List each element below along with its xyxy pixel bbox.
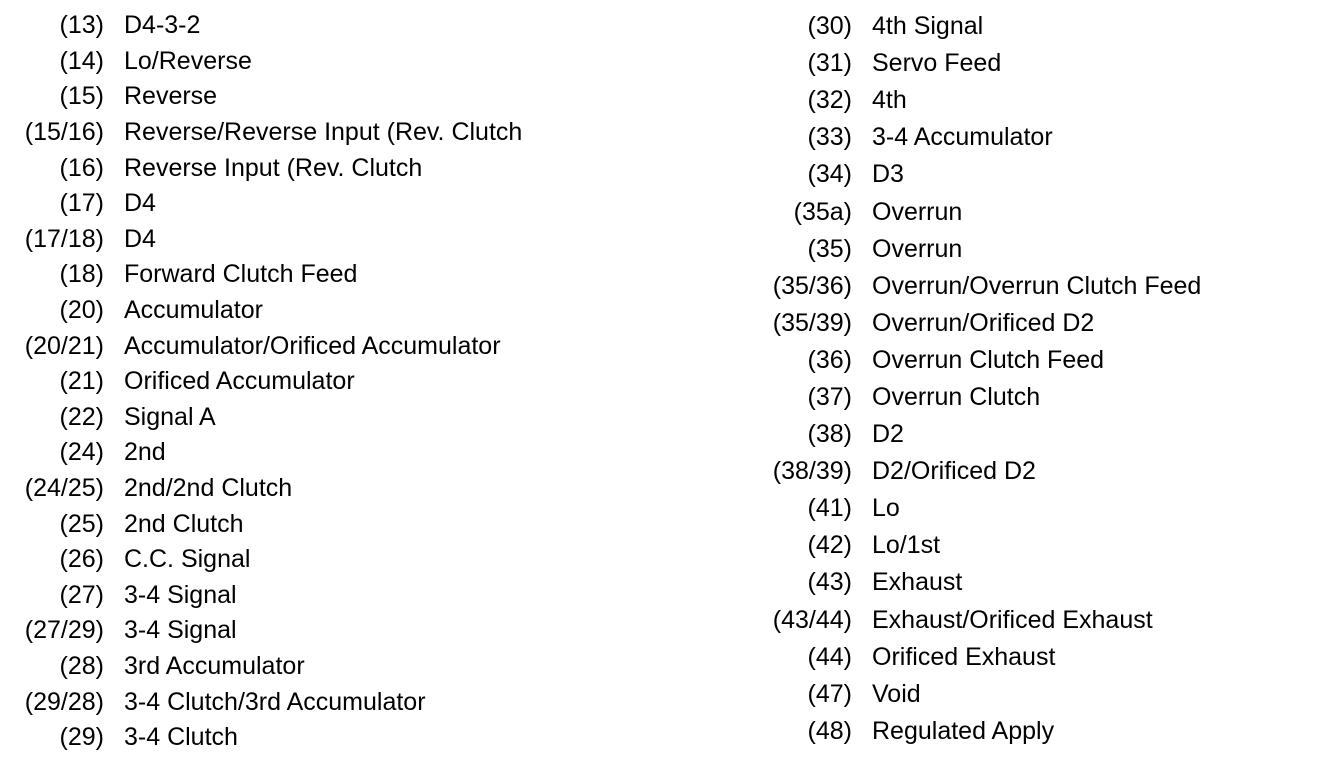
legend-code: (26): [59, 545, 104, 574]
legend-code: (17): [59, 189, 104, 218]
legend-code: (44): [807, 642, 852, 671]
legend-code: (21): [59, 367, 104, 396]
legend-row: [748, 156, 1328, 193]
legend-code: (24/25): [24, 474, 104, 503]
legend-row: [748, 564, 1328, 601]
legend-code: (35/39): [772, 308, 852, 337]
legend-code: (37): [807, 382, 852, 411]
legend-row: [748, 379, 1328, 416]
legend-label: Orificed Accumulator: [124, 367, 355, 396]
legend-label: 3-4 Clutch/3rd Accumulator: [124, 687, 426, 716]
legend-label: Forward Clutch Feed: [124, 260, 358, 289]
legend-row: [748, 8, 1328, 45]
legend-row: [0, 222, 640, 258]
legend-row: [748, 416, 1328, 453]
legend-row: [0, 293, 640, 329]
legend-code: (47): [807, 679, 852, 708]
legend-row: [748, 527, 1328, 564]
legend-label: 2nd Clutch: [124, 509, 244, 538]
legend-code: (16): [59, 153, 104, 182]
legend-code: (35): [807, 234, 852, 263]
legend-row: [748, 82, 1328, 119]
legend-code: (29): [59, 723, 104, 752]
legend-label: 3-4 Signal: [124, 616, 237, 645]
legend-code: (36): [807, 345, 852, 374]
legend-row: [0, 186, 640, 222]
legend-label: Reverse/Reverse Input (Rev. Clutch: [124, 118, 523, 147]
legend-code: (41): [807, 494, 852, 523]
legend-row: [748, 45, 1328, 82]
legend-row: [0, 578, 640, 614]
legend-label: 3-4 Accumulator: [872, 123, 1053, 152]
legend-code: (15): [59, 82, 104, 111]
legend-row: [0, 328, 640, 364]
legend-row: [748, 231, 1328, 268]
legend-label: 2nd/2nd Clutch: [124, 474, 293, 503]
legend-code: (42): [807, 531, 852, 560]
legend-label: Reverse: [124, 82, 218, 111]
legend-code: (20): [59, 296, 104, 325]
legend-row: [0, 542, 640, 578]
legend-label: Exhaust: [872, 568, 963, 597]
legend-row: [0, 613, 640, 649]
legend-row: [0, 471, 640, 507]
legend-label: Overrun/Overrun Clutch Feed: [872, 271, 1202, 300]
legend-row: [0, 435, 640, 471]
legend-label: C.C. Signal: [124, 545, 251, 574]
legend-label: D2/Orificed D2: [872, 457, 1036, 486]
legend-label: Lo/1st: [872, 531, 941, 560]
legend-row: [0, 400, 640, 436]
legend-row: [0, 79, 640, 115]
legend-row: [0, 257, 640, 293]
legend-row: [748, 193, 1328, 230]
legend-label: Regulated Apply: [872, 716, 1055, 745]
legend-label: Servo Feed: [872, 49, 1002, 78]
legend-label: 3-4 Signal: [124, 580, 237, 609]
legend-code: (33): [807, 123, 852, 152]
legend-row: [748, 639, 1328, 676]
legend-row: [0, 8, 640, 44]
legend-row: [748, 342, 1328, 379]
legend-label: 3-4 Clutch: [124, 723, 238, 752]
legend-code: (14): [59, 46, 104, 75]
legend-label: 3rd Accumulator: [124, 651, 305, 680]
legend-code: (27/29): [24, 616, 104, 645]
legend-code: (32): [807, 86, 852, 115]
legend-code: (25): [59, 509, 104, 538]
legend-code: (43/44): [772, 605, 852, 634]
legend-row: [0, 720, 640, 756]
legend-label: Exhaust/Orificed Exhaust: [872, 605, 1153, 634]
legend-label: D4: [124, 189, 156, 218]
legend-code: (31): [807, 49, 852, 78]
legend-row: [0, 506, 640, 542]
legend-row: [748, 490, 1328, 527]
legend-code: (48): [807, 716, 852, 745]
legend-label: Accumulator/Orificed Accumulator: [124, 331, 501, 360]
legend-row: [748, 676, 1328, 713]
legend-label: Overrun/Orificed D2: [872, 308, 1095, 337]
legend-label: Overrun: [872, 234, 963, 263]
legend-label: Overrun Clutch: [872, 382, 1041, 411]
legend-label: Lo/Reverse: [124, 46, 252, 75]
legend-code: (35/36): [772, 271, 852, 300]
legend-code: (28): [59, 651, 104, 680]
legend-code: (38): [807, 420, 852, 449]
legend-label: D2: [872, 420, 904, 449]
legend-row: [748, 305, 1328, 342]
legend-code: (29/28): [24, 687, 104, 716]
legend-code: (15/16): [24, 118, 104, 147]
legend-row: [748, 119, 1328, 156]
legend-label: D4: [124, 224, 156, 253]
legend-label: Overrun: [872, 197, 963, 226]
legend-label: Reverse Input (Rev. Clutch: [124, 153, 423, 182]
legend-code: (18): [59, 260, 104, 289]
legend-row: [0, 649, 640, 685]
legend-label: 4th Signal: [872, 12, 984, 41]
legend-code: (27): [59, 580, 104, 609]
legend-row: [748, 713, 1328, 750]
legend-code: (13): [59, 11, 104, 40]
legend-label: Lo: [872, 494, 900, 523]
legend-code: (38/39): [772, 457, 852, 486]
legend-code: (22): [59, 402, 104, 431]
legend-label: D3: [872, 160, 904, 189]
legend-code: (24): [59, 438, 104, 467]
legend-column-right: [748, 8, 1328, 750]
legend-code: (17/18): [24, 224, 104, 253]
legend-code: (35a): [793, 197, 852, 226]
legend-row: [0, 364, 640, 400]
legend-label: Accumulator: [124, 296, 263, 325]
legend-code: (43): [807, 568, 852, 597]
legend-code: (20/21): [24, 331, 104, 360]
legend-label: D4-3-2: [124, 11, 201, 40]
legend-label: Signal A: [124, 402, 216, 431]
legend-label: 2nd: [124, 438, 166, 467]
legend-row: [748, 602, 1328, 639]
legend-row: [0, 44, 640, 80]
legend-row: [748, 453, 1328, 490]
legend-code: (34): [807, 160, 852, 189]
legend-code: (30): [807, 12, 852, 41]
legend-column-left: [0, 8, 640, 755]
legend-row: [0, 684, 640, 720]
legend-label: 4th: [872, 86, 907, 115]
legend-row: [0, 150, 640, 186]
legend-row: [748, 268, 1328, 305]
legend-label: Overrun Clutch Feed: [872, 345, 1105, 374]
legend-row: [0, 115, 640, 151]
legend-label: Orificed Exhaust: [872, 642, 1056, 671]
legend-label: Void: [872, 679, 921, 708]
